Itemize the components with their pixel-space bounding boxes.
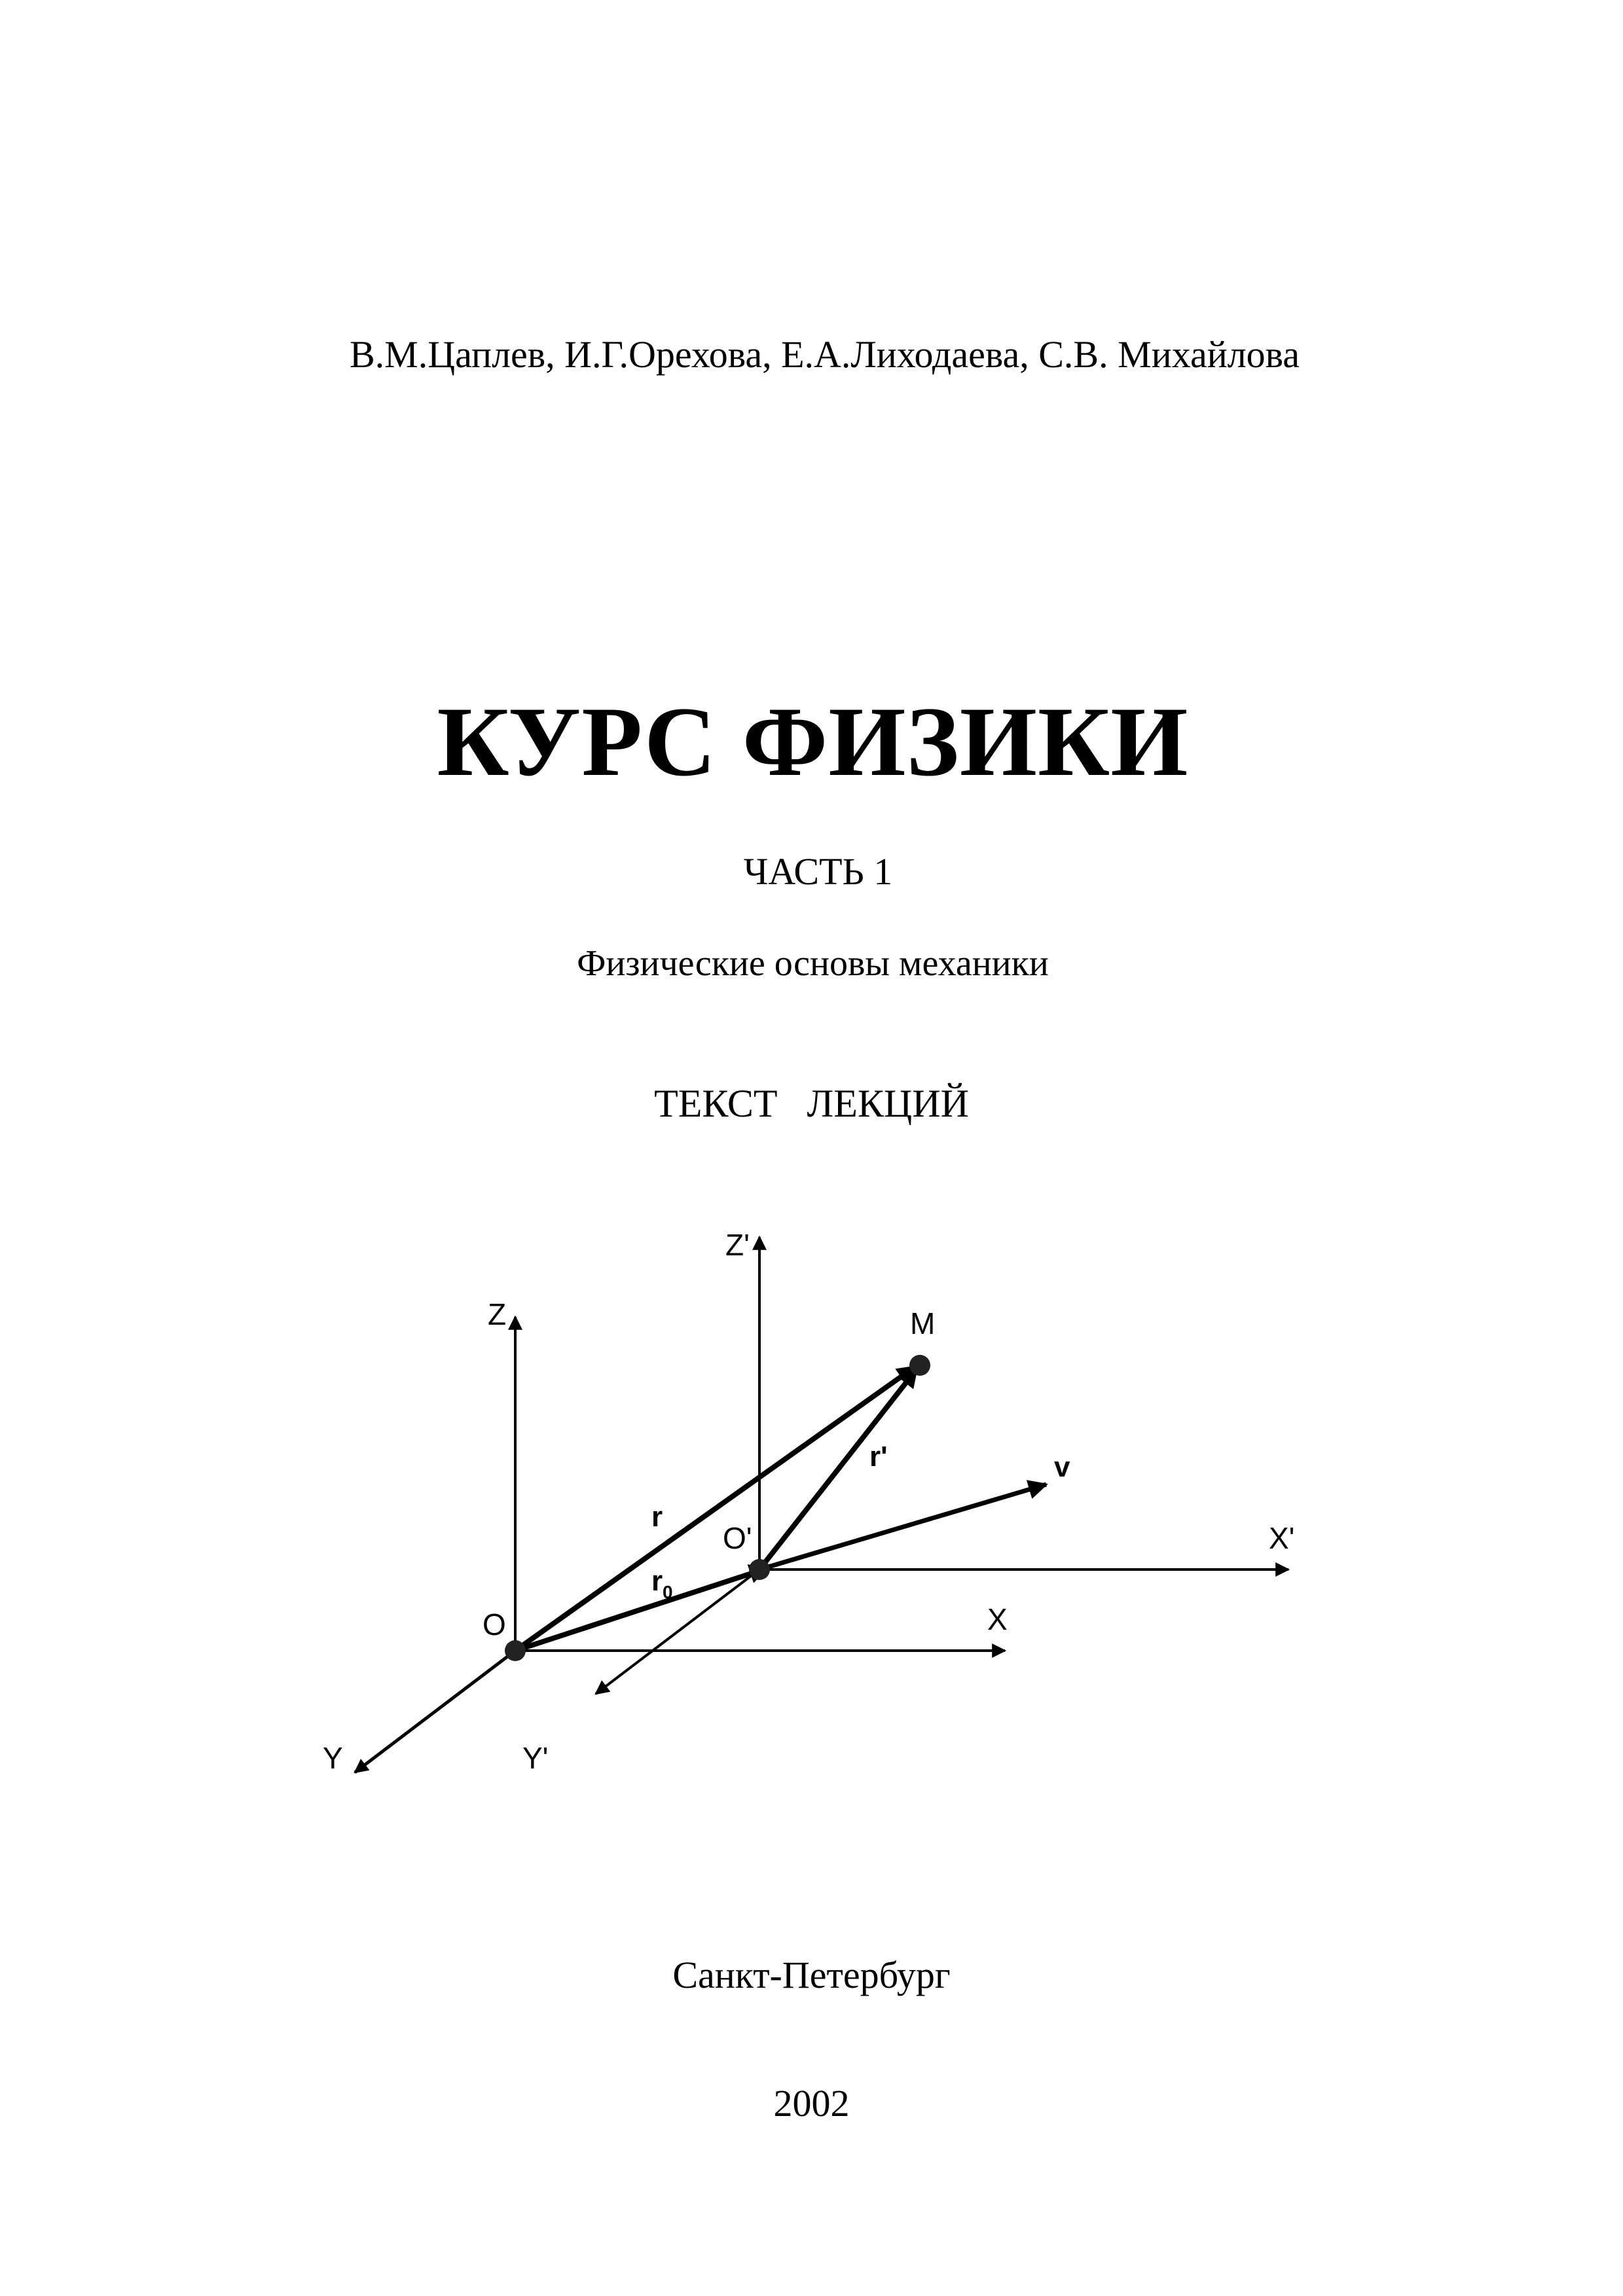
y-axis: [355, 1651, 515, 1772]
origin-o-point: [505, 1640, 526, 1661]
vector-r: [515, 1367, 915, 1651]
authors: В.М.Цаплев, И.Г.Орехова, Е.А.Лиходаева, С.В. Михайлова: [349, 333, 1300, 376]
year: 2002: [773, 2082, 850, 2125]
z-prime-axis-label: Z': [725, 1228, 750, 1262]
y-prime-axis: [596, 1570, 759, 1694]
vector-r0: [515, 1568, 767, 1651]
vector-r0-subscript: 0: [663, 1582, 673, 1602]
point-m: [909, 1355, 930, 1376]
origin-o-prime-label: O': [723, 1521, 752, 1555]
lecture-text-heading: ТЕКСТ ЛЕКЦИЙ: [654, 1082, 969, 1125]
y-prime-axis-label: Y': [522, 1741, 549, 1775]
vector-r-prime-label: r': [869, 1441, 888, 1473]
point-m-label: M: [910, 1306, 936, 1340]
page-title: КУРС ФИЗИКИ: [437, 687, 1189, 797]
vector-r0-label: r: [651, 1565, 663, 1597]
subtitle: Физические основы механики: [577, 943, 1049, 984]
x-prime-axis-label: X': [1269, 1521, 1295, 1555]
vector-v: [759, 1484, 1046, 1570]
city: Санкт-Петербург: [672, 1954, 951, 1996]
vector-r-label: r: [651, 1501, 663, 1533]
origin-o-prime-point: [749, 1559, 770, 1580]
x-axis-label: X: [987, 1602, 1008, 1636]
part-number: ЧАСТЬ 1: [743, 850, 893, 893]
y-axis-label: Y: [323, 1741, 343, 1775]
vector-v-label: v: [1054, 1451, 1070, 1483]
z-axis-label: Z: [488, 1297, 507, 1331]
vector-r-prime: [759, 1369, 917, 1570]
origin-o-label: O: [483, 1607, 506, 1641]
